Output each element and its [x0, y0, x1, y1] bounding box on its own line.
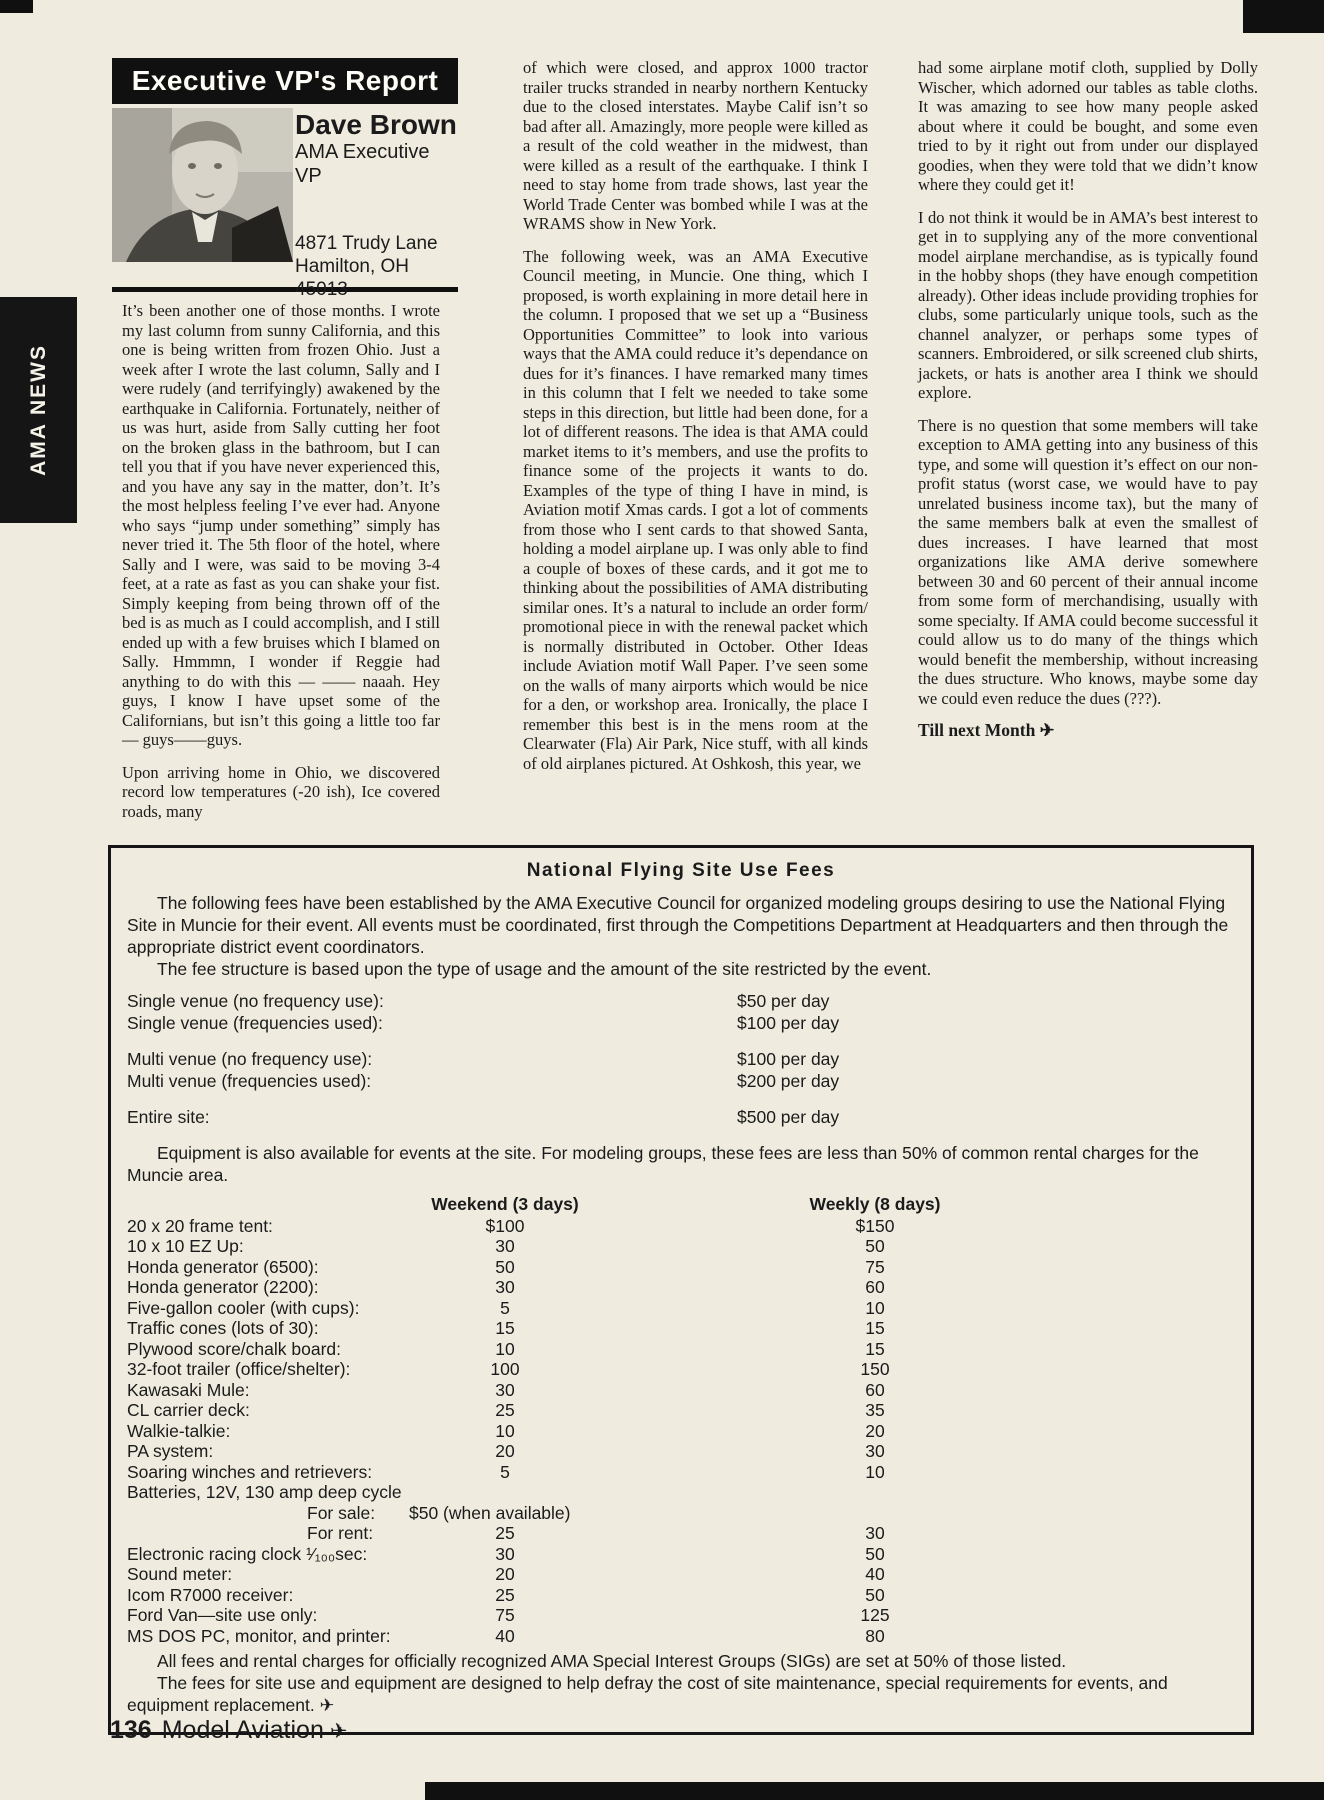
- site-fees-list: [127, 990, 1235, 1128]
- byline: [295, 110, 458, 301]
- equipment-row: [127, 1298, 1235, 1319]
- address-line-1: 4871 Trudy Lane: [295, 233, 438, 254]
- equipment-weekend-price: 100: [490, 1359, 520, 1379]
- equipment-rows: [127, 1216, 1235, 1647]
- equipment-label: Icom R7000 receiver:: [127, 1584, 294, 1605]
- equipment-row: [127, 1277, 1235, 1298]
- equipment-weekly-price: 20: [865, 1420, 885, 1441]
- author-photo: [112, 108, 293, 262]
- equipment-row: [127, 1482, 1235, 1503]
- fees-structure-note: The fee structure is based upon the type of usage and the amount of the site restricted by the event.: [157, 959, 932, 979]
- article-paragraph: The following week, was an AMA Executive Council meeting, in Muncie. One thing, which I proposed, is worth explaining in more detail here in the column. I proposed that we set up a “Business Opportunities Committee” to look into various ways that the AMA could reduce it’s dependance on dues for it’s finances. I have remarked many times in this column that I felt we needed to take some steps in this direction, but little had been done, for a lot of different reasons. The idea is that AMA could market items to it’s members, and use the profits to finance some of the projects it wants to do. Examples of the type of thing I have in mind, is Aviation motif Xmas cards. I got a lot of comments from those who I sent cards to that showed Santa, holding a model airplane up. I was only able to find a couple of boxes of these cards, and it got me to thinking about the possibilities of AMA distributing similar ones. It’s a natural to include an order form/ promotional piece in with the renewal packet which is normally distributed in October. Other Ideas include Aviation motif Wall Paper. I’ve seen some on the walls of many airports which would be nice for a den, or workshop area. Ironically, the place I remember this best is in the mens room at the Clearwater (Fla) Air Park, Nice stuff, with all kinds of old airplanes pictured. At Oshkosh, this year, we: [523, 246, 868, 773]
- ama-news-tab-label: AMA NEWS: [26, 344, 50, 476]
- equipment-row: [127, 1216, 1235, 1237]
- address-line-2: Hamilton, OH 45013: [295, 256, 410, 300]
- equipment-weekly-price: 75: [865, 1256, 885, 1277]
- equipment-row: [127, 1585, 1235, 1606]
- site-fee-value: $100 per day: [737, 1013, 840, 1033]
- equipment-label: Sound meter:: [127, 1564, 233, 1584]
- equipment-label: CL carrier deck:: [127, 1400, 250, 1420]
- equipment-row: [127, 1462, 1235, 1483]
- equipment-table-header: [127, 1194, 1235, 1215]
- equipment-weekend-price: 75: [495, 1605, 515, 1625]
- article-paragraph: had some airplane motif cloth, supplied by Dolly Wischer, which adorned our tables as table cloths. It was amazing to see how many people asked about where it could be bought, and some even tried to by it right out from under our displayed goodies, when they were told that we didn’t know where they could get it!: [918, 58, 1258, 194]
- equipment-weekend-price: 40: [495, 1625, 515, 1646]
- equipment-weekend-price: 20: [495, 1441, 515, 1461]
- article-columns: [122, 58, 1258, 834]
- site-fee-label: Single venue (no frequency use):: [127, 991, 384, 1011]
- equipment-label: Batteries, 12V, 130 amp deep cycle: [127, 1482, 402, 1502]
- equipment-weekend-price: $100: [485, 1215, 525, 1236]
- site-fee-group: [127, 1048, 1235, 1092]
- equipment-weekly-price: 60: [865, 1379, 885, 1400]
- site-fee-value: $200 per day: [737, 1071, 840, 1091]
- equipment-row: [127, 1564, 1235, 1585]
- equipment-weekly-price: 15: [865, 1318, 885, 1338]
- equipment-note-value: $50 (when available): [409, 1502, 571, 1523]
- site-fee-label: Multi venue (no frequency use):: [127, 1049, 373, 1069]
- equipment-label: Five-gallon cooler (with cups):: [127, 1297, 360, 1318]
- equipment-weekly-price: 50: [865, 1543, 885, 1564]
- weekly-column-header: Weekly (8 days): [809, 1194, 941, 1214]
- equipment-weekend-price: 30: [495, 1543, 515, 1564]
- equipment-row: [127, 1503, 1235, 1524]
- equipment-weekend-price: 25: [495, 1584, 515, 1605]
- equipment-weekly-price: 10: [865, 1297, 885, 1318]
- equipment-weekend-price: 25: [495, 1400, 515, 1420]
- fees-closing-line-2: The fees for site use and equipment are designed to help defray the cost of site maintenance, special requirements for events, and equipment replacement. ✈: [127, 1673, 1168, 1715]
- equipment-row: [127, 1441, 1235, 1462]
- ama-news-tab: [0, 297, 77, 523]
- author-role: AMA Executive VP: [295, 141, 430, 187]
- site-fee-label: Entire site:: [127, 1107, 210, 1127]
- bottom-bar: [425, 1782, 1324, 1800]
- equipment-label: 20 x 20 frame tent:: [127, 1215, 273, 1236]
- equipment-weekend-price: 50: [495, 1256, 515, 1277]
- equipment-weekly-price: $150: [855, 1215, 895, 1236]
- equipment-weekly-price: 15: [865, 1338, 885, 1359]
- site-fee-row: [127, 1048, 1235, 1070]
- site-fee-value: $500 per day: [737, 1107, 840, 1127]
- airplane-icon: ✈: [329, 1720, 348, 1743]
- equipment-row: [127, 1236, 1235, 1257]
- site-fee-value: $50 per day: [737, 991, 830, 1011]
- equipment-label: For rent:: [307, 1523, 374, 1543]
- equipment-row: [127, 1421, 1235, 1442]
- equipment-label: 32-foot trailer (office/shelter):: [127, 1359, 351, 1379]
- equipment-label: Honda generator (6500):: [127, 1256, 319, 1277]
- article-column-3: [918, 58, 1258, 834]
- section-title-box: [112, 58, 458, 104]
- equipment-label: Honda generator (2200):: [127, 1277, 319, 1297]
- equipment-weekly-price: 10: [865, 1461, 885, 1482]
- equipment-weekend-price: 20: [495, 1564, 515, 1584]
- equipment-weekend-price: 10: [495, 1338, 515, 1359]
- fees-intro: The following fees have been established by the AMA Executive Council for organized modeling groups desiring to use the National Flying Site in Muncie for their event. All events must be coordinated, first through the Competitions Department at Headquarters and then through the appropriate district event coordinators.: [127, 893, 1229, 957]
- section-title: Executive VP's Report: [131, 65, 439, 97]
- equipment-label: Kawasaki Mule:: [127, 1379, 250, 1400]
- equipment-row: [127, 1605, 1235, 1626]
- equipment-weekly-price: [775, 1482, 975, 1503]
- article-paragraph: of which were closed, and approx 1000 tractor trailer trucks stranded in nearby northern Kentucky due to the closed interstates. Maybe Calif isn’t so bad after all. Amazingly, more people were killed as a result of the cold weather in the midwest, than were killed as a result of the earthquake. I think I need to stay home from trade shows, last year the World Trade Center was bombed while I was at the WRAMS show in New York.: [523, 58, 868, 233]
- equipment-label: Plywood score/chalk board:: [127, 1338, 341, 1359]
- equipment-weekly-price: 50: [865, 1236, 885, 1256]
- equipment-weekly-price: 80: [865, 1625, 885, 1646]
- site-fee-label: Multi venue (frequencies used):: [127, 1071, 372, 1091]
- equipment-weekend-price: 5: [500, 1461, 510, 1482]
- equipment-label: Soaring winches and retrievers:: [127, 1461, 373, 1482]
- article-column-2: [523, 58, 868, 834]
- equipment-weekend-price: 15: [495, 1318, 515, 1338]
- article-paragraph: It’s been another one of those months. I wrote my last column from sunny California, and this one is being written from frozen Ohio. Just a week after I wrote the last column, Sally and I were rudely (and terrifyingly) awakened by the earthquake in California. Fortunately, neither of us was hurt, aside from Sally cutting her foot on the broken glass in the bathroom, but I can tell you that if you have never experienced this, and you have any say in the matter, don’t. It’s the most helpless feeling I’ve ever had. Anyone who says “jump under something” simply has never tried it. The 5th floor of the hotel, where Sally and I were, was said to be moving 3-4 feet, at a rate as fast as you can shake your fist. Simply keeping from being thrown off of the bed is as much as I could accomplish, and I still ended up with a few bruises which I blamed on Sally. Hmmmn, I wonder if Reggie had anything to do with this — —— naaah. Hey guys, I know I have upset some of the Californians, but isn’t this going a little too far — guys——guys.: [122, 301, 440, 749]
- equipment-label: Traffic cones (lots of 30):: [127, 1318, 319, 1338]
- equipment-weekend-price: 5: [500, 1297, 510, 1318]
- equipment-weekend-price: 30: [495, 1277, 515, 1297]
- equipment-label: Electronic racing clock ¹⁄₁₀₀sec:: [127, 1543, 368, 1564]
- weekend-column-header: Weekend (3 days): [431, 1194, 579, 1214]
- signoff: [918, 721, 1258, 741]
- airplane-icon: ✈: [319, 1695, 335, 1715]
- site-fee-row: [127, 1012, 1235, 1034]
- site-fee-label: Single venue (frequencies used):: [127, 1013, 383, 1033]
- article-paragraph: Upon arriving home in Ohio, we discovered record low temperatures (-20 ish), Ice covered roads, many: [122, 762, 440, 821]
- equipment-weekly-price: 40: [865, 1564, 885, 1584]
- equipment-label: 10 x 10 EZ Up:: [127, 1236, 244, 1256]
- site-fee-row: [127, 1070, 1235, 1092]
- equipment-row: [127, 1380, 1235, 1401]
- fees-box: [108, 845, 1254, 1735]
- article-column-1: [122, 58, 457, 834]
- equipment-label: MS DOS PC, monitor, and printer:: [127, 1625, 391, 1646]
- equipment-weekend-price: 10: [495, 1420, 515, 1441]
- article-paragraph: I do not think it would be in AMA’s best interest to get in to supplying any of the more conventional model airplane merchandise, as is typically found in the hobby shops (they have enough competition already). Other ideas include providing trophies for clubs, some particularly unique tools, such as the channel analyzer, or perhaps some types of scanners. Embroidered, or silk screened club shirts, jackets, or hats is another area I think we should explore.: [918, 207, 1258, 402]
- fees-box-title: National Flying Site Use Fees: [526, 860, 836, 881]
- equipment-row: [127, 1626, 1235, 1647]
- equipment-weekly-price: 30: [865, 1523, 885, 1543]
- page-footer: [110, 1716, 347, 1745]
- page-number: 136: [110, 1716, 152, 1744]
- equipment-row: [127, 1359, 1235, 1380]
- equipment-weekend-price: 30: [495, 1379, 515, 1400]
- equipment-label: Walkie-talkie:: [127, 1420, 231, 1441]
- equipment-weekly-price: 125: [860, 1605, 890, 1625]
- scan-mark-top-right: [1243, 0, 1324, 33]
- equipment-weekend-price: 30: [495, 1236, 515, 1256]
- equipment-weekly-price: 50: [865, 1584, 885, 1605]
- equipment-row: [127, 1400, 1235, 1421]
- signoff-text: Till next Month: [918, 720, 1036, 740]
- equipment-note: Equipment is also available for events at the site. For modeling groups, these fees are less than 50% of common rental charges for the Muncie area.: [127, 1143, 1199, 1185]
- equipment-row: [127, 1318, 1235, 1339]
- site-fee-group: [127, 990, 1235, 1034]
- equipment-weekly-price: 150: [860, 1359, 890, 1379]
- equipment-weekly-price: 35: [865, 1400, 885, 1420]
- equipment-weekend-price: [405, 1482, 605, 1503]
- equipment-label: PA system:: [127, 1441, 214, 1461]
- article-header: [112, 58, 458, 300]
- article-paragraph: There is no question that some members will take exception to AMA getting into any business of this type, and some will question it’s effect on our non-profit status (worst case, we would have to pay unrelated business income tax), but the many of the same members balk at even the smallest of dues increases. I have learned that most organizations like AMA derive somewhere between 30 and 60 percent of their annual income from some form of merchandising, usually with some specialty. If AMA could become successful it could allow us to do many of the things which would benefit the membership, without increasing the dues structure. Who knows, maybe some day we could even reduce the dues (???).: [918, 415, 1258, 708]
- byline-row: [112, 108, 458, 300]
- site-fee-row: [127, 1106, 1235, 1128]
- author-address: [295, 232, 458, 301]
- equipment-row: [127, 1339, 1235, 1360]
- equipment-label: Ford Van—site use only:: [127, 1605, 318, 1625]
- airplane-icon: ✈: [1039, 720, 1055, 740]
- equipment-row: [127, 1523, 1235, 1544]
- scan-mark-top-left: [0, 0, 33, 13]
- equipment-label: For sale:: [307, 1502, 376, 1523]
- equipment-weekly-price: 60: [865, 1277, 885, 1297]
- fees-closing-line-1: All fees and rental charges for officially recognized AMA Special Interest Groups (SIGs) are set at 50% of those listed.: [157, 1651, 1067, 1671]
- site-fee-group: [127, 1106, 1235, 1128]
- equipment-row: [127, 1257, 1235, 1278]
- magazine-title: Model Aviation: [161, 1716, 324, 1744]
- equipment-weekly-price: 30: [865, 1441, 885, 1461]
- equipment-row: [127, 1544, 1235, 1565]
- author-name: Dave Brown: [295, 109, 457, 140]
- site-fee-row: [127, 990, 1235, 1012]
- equipment-weekend-price: 25: [495, 1523, 515, 1543]
- site-fee-value: $100 per day: [737, 1049, 840, 1069]
